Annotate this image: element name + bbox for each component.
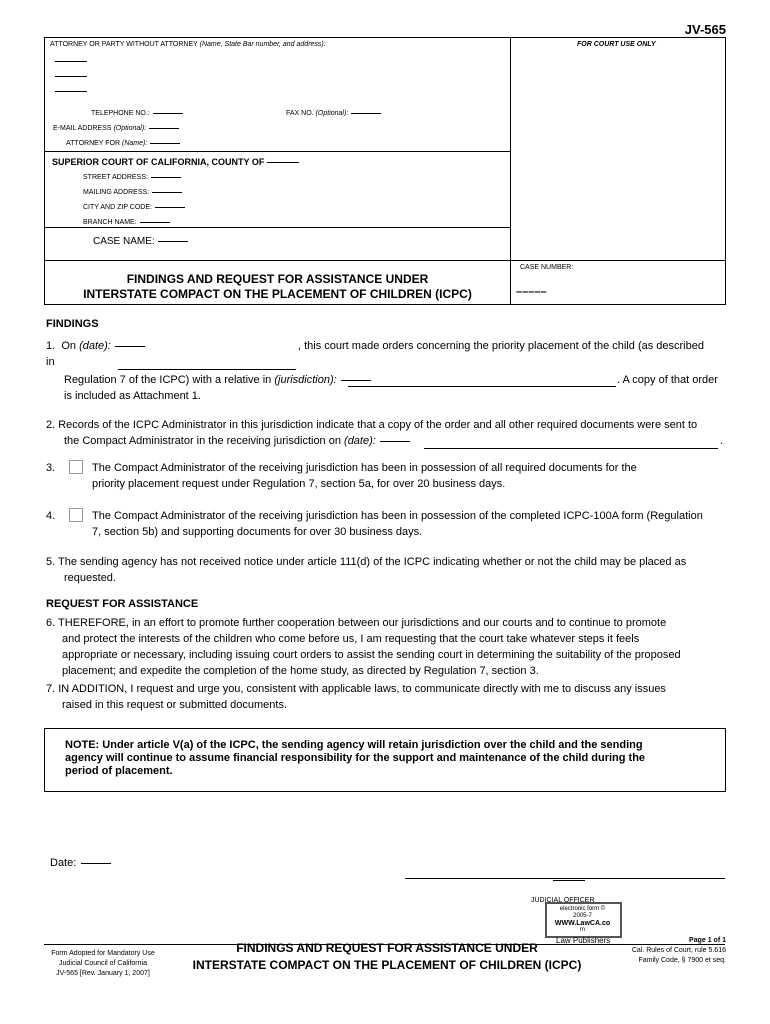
- item2-end: .: [720, 435, 724, 447]
- stamp-line2: 2005-7: [573, 913, 592, 919]
- item1-in: in: [46, 356, 55, 368]
- form-title-line2: INTERSTATE COMPACT ON THE PLACEMENT OF CHILDREN (ICPC): [83, 287, 472, 301]
- item1-date-field[interactable]: [115, 346, 145, 347]
- attorney-for-label: ATTORNEY FOR (Name):: [66, 140, 180, 147]
- attorney-line-3[interactable]: [55, 91, 87, 92]
- mailing-label: MAILING ADDRESS:: [83, 189, 182, 196]
- item5-line1: 5. The sending agency has not received notice under article 111(d) of the ICPC indicating whether or not the child may be placed as: [46, 556, 687, 568]
- stamp-publisher: Law Publishers: [556, 936, 611, 945]
- court-use-label: FOR COURT USE ONLY: [577, 41, 656, 48]
- branch-label: BRANCH NAME:: [83, 219, 170, 226]
- title-divider: [44, 260, 725, 261]
- signature-mark: [553, 880, 585, 881]
- note-line2: agency will continue to assume financial responsibility for the support and maintenance of the child during the: [65, 752, 646, 764]
- signature-date-field[interactable]: [81, 863, 111, 864]
- note-line1: NOTE: Under article V(a) of the ICPC, the sending agency will retain jurisdiction over the child and the sending: [65, 739, 643, 751]
- judicial-officer-label: JUDICIAL OFFICER: [531, 897, 595, 904]
- footer-title-line1: FINDINGS AND REQUEST FOR ASSISTANCE UNDER: [236, 941, 538, 955]
- item6-line2: and protect the interests of the children who come before us, I am requesting that the court take whatever steps it feels: [62, 633, 640, 645]
- footer-left2: Judicial Council of California: [59, 960, 147, 967]
- case-name-field[interactable]: [158, 241, 188, 242]
- item7-line2: raised in this request or submitted documents.: [62, 699, 288, 711]
- item1-text-b: , this court made orders concerning the priority placement of the child (as described: [298, 340, 704, 352]
- footer-page: Page 1 of 1: [689, 937, 726, 944]
- item4-line1: The Compact Administrator of the receiving jurisdiction has been in possession of the completed ICPC-100A form (Regulation: [92, 510, 703, 522]
- email-field[interactable]: [149, 128, 179, 129]
- footer-right: [632, 936, 726, 966]
- footer-title: [172, 940, 602, 974]
- item1-jurisdiction-underline[interactable]: [348, 386, 616, 387]
- street-label: STREET ADDRESS:: [83, 174, 181, 181]
- case-name-label: CASE NAME:: [93, 236, 188, 247]
- item2-line1: 2. Records of the ICPC Administrator in this jurisdiction indicate that a copy of the order and all other required documents were sent to: [46, 419, 698, 431]
- item2-date-field[interactable]: [380, 441, 410, 442]
- attorney-line-2[interactable]: [55, 76, 87, 77]
- date-label: Date:: [50, 857, 111, 869]
- item4-num: 4.: [46, 510, 56, 522]
- header-box: [44, 37, 726, 305]
- case-number-label: CASE NUMBER:: [520, 264, 574, 271]
- item4-line2: 7, section 5b) and supporting documents for over 30 business days.: [92, 526, 423, 538]
- item2-line2: the Compact Administrator in the receiving jurisdiction on (date):: [64, 433, 410, 449]
- item1-date-underline[interactable]: [118, 369, 296, 370]
- city-zip-field[interactable]: [155, 207, 185, 208]
- fax-field[interactable]: [351, 113, 381, 114]
- attorney-line-1[interactable]: [55, 61, 87, 62]
- stamp-line3: WWW.LawCA.co: [554, 920, 611, 927]
- casename-divider: [44, 227, 511, 228]
- item1-line1: 1. On (date):: [46, 338, 145, 354]
- city-zip-label: CITY AND ZIP CODE:: [83, 204, 185, 211]
- item1-text-d: . A copy of that order: [617, 374, 718, 386]
- email-label: E-MAIL ADDRESS (Optional):: [53, 125, 179, 132]
- note-line3: period of placement.: [65, 765, 173, 777]
- footer-rule-cite: Cal. Rules of Court, rule 5.616: [631, 947, 726, 954]
- form-title: [44, 272, 511, 302]
- footer-left: [44, 949, 162, 979]
- attorney-label: ATTORNEY OR PARTY WITHOUT ATTORNEY (Name, State Bar number, and address):: [50, 41, 326, 48]
- fax-label: FAX NO. (Optional):: [286, 110, 381, 117]
- item5-line2: requested.: [64, 572, 116, 584]
- court-label: SUPERIOR COURT OF CALIFORNIA, COUNTY OF: [52, 157, 299, 167]
- case-number-field[interactable]: –––––: [516, 286, 547, 298]
- telephone-label: TELEPHONE NO.:: [91, 110, 183, 117]
- item3-checkbox[interactable]: [69, 460, 83, 474]
- stamp-line4: m: [580, 927, 585, 933]
- telephone-field[interactable]: [153, 113, 183, 114]
- footer-code-cite: Family Code, § 7900 et seq.: [638, 957, 726, 964]
- item3-line1: The Compact Administrator of the receiving jurisdiction has been in possession of all required documents for the: [92, 462, 637, 474]
- footer-left3: JV-565 [Rev. January 1, 2007]: [56, 970, 150, 977]
- footer-title-line2: INTERSTATE COMPACT ON THE PLACEMENT OF CHILDREN (ICPC): [192, 958, 582, 972]
- item1-line3: Regulation 7 of the ICPC) with a relative in (jurisdiction):: [64, 372, 371, 388]
- stamp-line1: electronic form ©: [559, 906, 606, 912]
- item6-line4: placement; and expedite the completion of the home study, as directed by Regulation 7, section 3.: [62, 665, 539, 677]
- signature-line[interactable]: [405, 878, 725, 879]
- findings-heading: FINDINGS: [46, 318, 99, 330]
- item7-line1: 7. IN ADDITION, I request and urge you, consistent with applicable laws, to communicate directly with me to discuss any issues: [46, 683, 666, 695]
- item1-jurisdiction-field[interactable]: [341, 380, 371, 381]
- stamp-text: [547, 906, 618, 934]
- item3-num: 3.: [46, 462, 56, 474]
- item1-line4: is included as Attachment 1.: [64, 390, 201, 402]
- request-heading: REQUEST FOR ASSISTANCE: [46, 598, 199, 610]
- item2-date-underline[interactable]: [424, 448, 718, 449]
- form-title-line1: FINDINGS AND REQUEST FOR ASSISTANCE UNDER: [126, 272, 429, 286]
- header-divider: [510, 37, 511, 304]
- note-text: [65, 739, 645, 778]
- mailing-field[interactable]: [152, 192, 182, 193]
- county-field[interactable]: [267, 162, 299, 163]
- form-number: JV-565: [684, 22, 726, 37]
- item3-line2: priority placement request under Regulation 7, section 5a, for over 20 business days.: [92, 478, 506, 490]
- item4-checkbox[interactable]: [69, 508, 83, 522]
- court-divider: [44, 151, 511, 152]
- street-field[interactable]: [151, 177, 181, 178]
- branch-field[interactable]: [140, 222, 170, 223]
- attorney-for-field[interactable]: [150, 143, 180, 144]
- item6-line3: appropriate or necessary, including issuing court orders to assist the sending court in determining the suitability of the proposed: [62, 649, 681, 661]
- footer-left1: Form Adopted for Mandatory Use: [51, 950, 155, 957]
- item6-line1: 6. THEREFORE, in an effort to promote further cooperation between our jurisdictions and our courts and to continue to promote: [46, 617, 667, 629]
